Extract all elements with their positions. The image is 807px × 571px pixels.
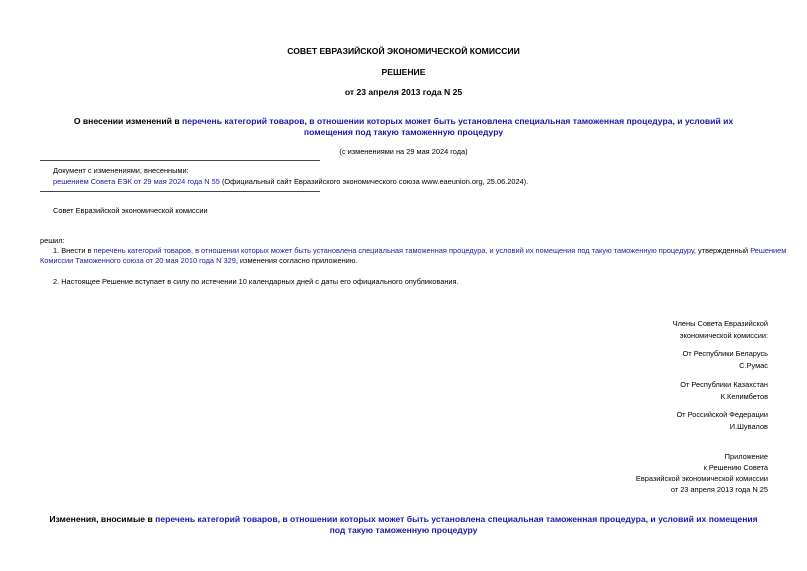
org-heading: СОВЕТ ЕВРАЗИЙСКОЙ ЭКОНОМИЧЕСКОЙ КОМИССИИ bbox=[287, 46, 520, 56]
item1-link-decision-a[interactable]: Решением bbox=[750, 246, 787, 255]
item1-prefix: 1. Внести в bbox=[53, 246, 94, 255]
document-title bbox=[60, 116, 747, 138]
item1-end: , изменения согласно приложению. bbox=[235, 256, 358, 265]
by-country: От Республики Беларусь bbox=[682, 349, 768, 358]
kz-name: К.Келимбетов bbox=[720, 392, 768, 401]
bottom-title-link-2[interactable]: под такую таможенную процедуру bbox=[329, 525, 478, 535]
kz-country: От Республики Казахстан bbox=[680, 380, 768, 389]
appendix-line2: к Решению Совета bbox=[703, 463, 768, 472]
ru-name: И.Шувалов bbox=[729, 422, 768, 431]
appendix-line3: Евразийской экономической комиссии bbox=[635, 474, 768, 483]
appendix-block bbox=[636, 451, 768, 495]
item-2: 2. Настоящее Решение вступает в силу по истечении 10 календарных дней с даты его официального опубликования. bbox=[53, 277, 459, 286]
item1-mid: , утвержденный bbox=[693, 246, 751, 255]
members-line2: экономической комиссии: bbox=[679, 331, 768, 340]
appendix-line1: Приложение bbox=[724, 452, 768, 461]
title-prefix: О внесении изменений в bbox=[73, 116, 182, 126]
changes-rest: (Официальный сайт Евразийского экономического союза www.eaeunion.org, 25.06.2024). bbox=[219, 177, 529, 186]
issuer: Совет Евразийской экономической комиссии bbox=[53, 206, 208, 215]
changes-link[interactable]: решением Совета ЕЭК от 29 мая 2024 года N 55 bbox=[53, 177, 220, 186]
decided-label: решил: bbox=[40, 236, 65, 245]
bottom-title-link-1[interactable]: перечень категорий товаров, в отношении которых может быть установлена специальная таможенная процедура, и условий их помещения bbox=[155, 514, 758, 524]
rule-bottom bbox=[40, 191, 320, 192]
signature-by bbox=[683, 348, 768, 372]
amended-note: (с изменениями на 29 мая 2024 года) bbox=[339, 147, 468, 156]
item-1 bbox=[53, 246, 786, 255]
doc-type-heading: РЕШЕНИЕ bbox=[381, 67, 426, 77]
bottom-title bbox=[30, 514, 777, 536]
members-line1: Члены Совета Евразийской bbox=[672, 319, 768, 328]
signature-kz bbox=[680, 379, 768, 403]
item-1-cont bbox=[40, 256, 357, 265]
title-link[interactable]: перечень категорий товаров, в отношении которых может быть установлена специальная таможенная процедура, и условий их помещения под такую таможенную процедуру bbox=[182, 116, 734, 137]
signature-ru bbox=[676, 409, 768, 433]
ru-country: От Российской Федерации bbox=[676, 410, 768, 419]
bottom-title-prefix: Изменения, вносимые в bbox=[49, 514, 156, 524]
changes-line bbox=[53, 177, 528, 186]
item1-link-decision-b[interactable]: Комиссии Таможенного союза от 20 мая 2010 года N 329 bbox=[40, 256, 236, 265]
rule-top bbox=[40, 160, 320, 161]
doc-date-heading: от 23 апреля 2013 года N 25 bbox=[344, 87, 463, 97]
changes-intro: Документ с изменениями, внесенными: bbox=[53, 166, 189, 175]
by-name: С.Румас bbox=[739, 361, 768, 370]
appendix-line4: от 23 апреля 2013 года N 25 bbox=[670, 485, 768, 494]
item1-link-list[interactable]: перечень категорий товаров, в отношении которых может быть установлена специальная таможенная процедура, и условий их помещения под такую таможенную процедуру bbox=[93, 246, 694, 255]
signatures bbox=[673, 318, 768, 342]
